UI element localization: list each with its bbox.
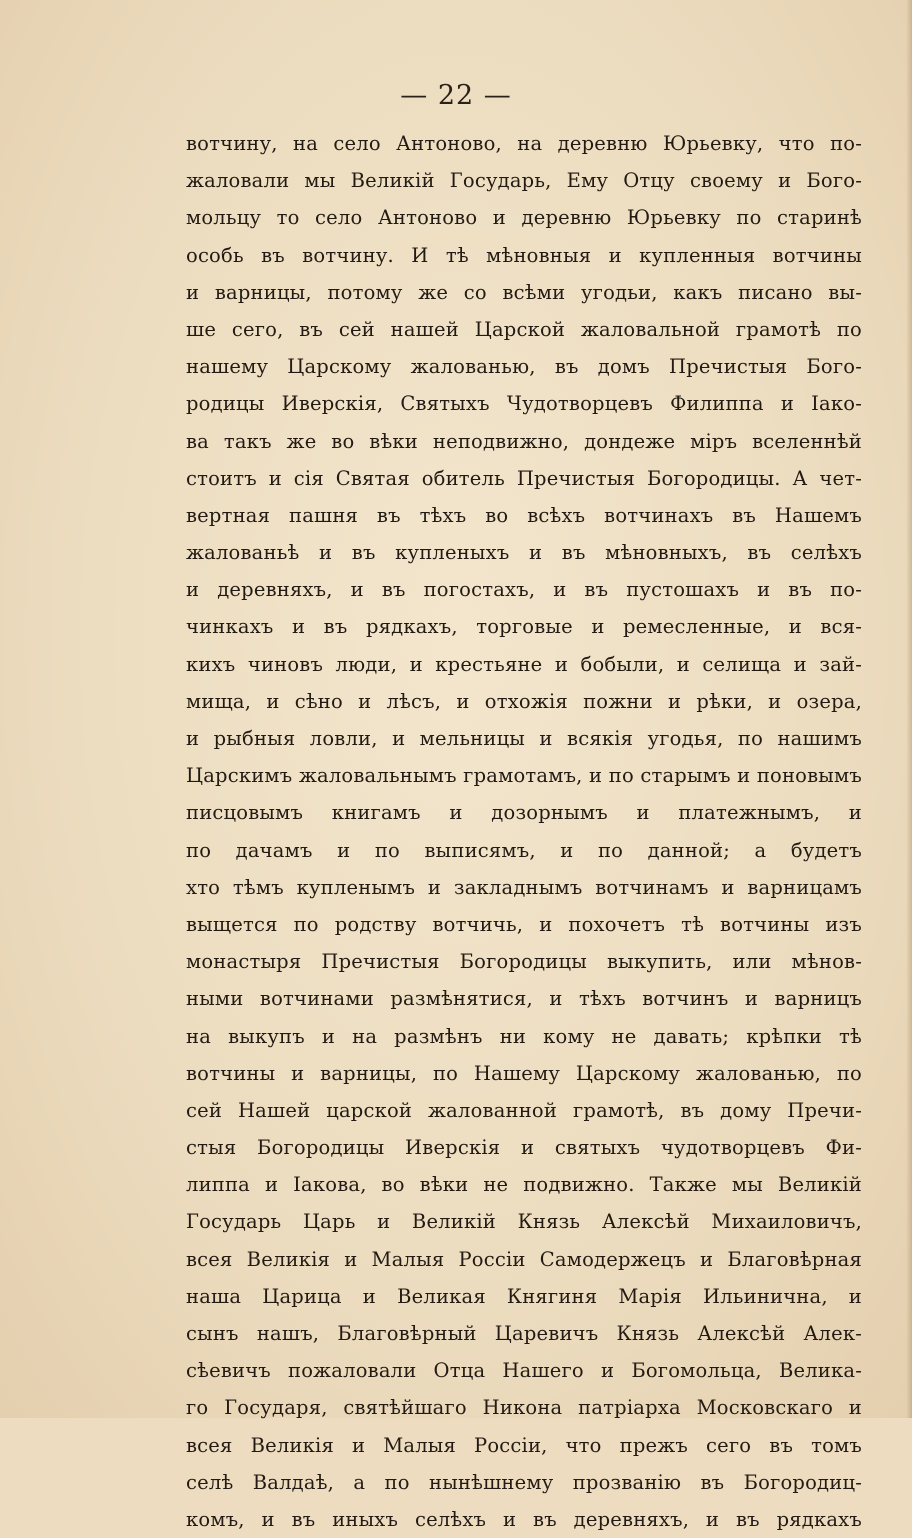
text-line: вотчину, на село Антоново, на деревню Юрьевку, что по-	[186, 132, 862, 155]
text-line: родицы Иверскія, Святыхъ Чудотворцевъ Филиппа и Іако-	[186, 392, 862, 416]
text-line: всея Великія и Малыя Россіи Самодержецъ и Благовѣрная	[186, 1247, 862, 1271]
text-line: Царскимъ жаловальнымъ грамотамъ, и по старымъ и поновымъ	[186, 764, 862, 788]
text-line: липпа и Іакова, во вѣки не подвижно. Также мы Великій	[186, 1173, 862, 1197]
page-number: — 22 —	[400, 80, 512, 111]
text-line: монастыря Пречистыя Богородицы выкупить, или мѣнов-	[186, 950, 862, 974]
text-line: особь въ вотчину. И тѣ мѣновныя и купленныя вотчины	[186, 243, 862, 267]
text-line: Государь Царь и Великій Князь Алексѣй Михаиловичъ,	[186, 1210, 862, 1234]
text-line: наша Царица и Великая Княгиня Марія Ильинична, и	[186, 1284, 862, 1308]
text-line: вотчины и варницы, по Нашему Царскому жалованью, по	[186, 1061, 862, 1085]
text-line: ными вотчинами размѣнятися, и тѣхъ вотчинъ и варницъ	[186, 987, 862, 1011]
text-line: кихъ чиновъ люди, и крестьяне и бобыли, и селища и зай-	[186, 652, 862, 676]
text-line: стыя Богородицы Иверскія и святыхъ чудотворцевъ Фи-	[186, 1136, 862, 1160]
text-line: и деревняхъ, и въ погостахъ, и въ пустошахъ и въ по-	[186, 578, 862, 602]
text-line: чинкахъ и въ рядкахъ, торговые и ремесленные, и вся-	[186, 615, 862, 639]
text-line: по дачамъ и по выписямъ, и по данной; а будетъ	[186, 838, 862, 862]
text-line: и варницы, потому же со всѣми угодьи, какъ писано вы-	[186, 280, 862, 304]
text-line: стоитъ и сія Святая обитель Пречистыя Богородицы. А чет-	[186, 466, 862, 490]
text-line: мольцу то село Антоново и деревню Юрьевку по старинѣ	[186, 206, 862, 230]
text-line: и рыбныя ловли, и мельницы и всякія угодья, по нашимъ	[186, 727, 862, 750]
text-line: нашему Царскому жалованью, въ домъ Пречистыя Бого-	[186, 355, 862, 379]
text-line: всея Великія и Малыя Россіи, что прежъ сего въ томъ	[186, 1433, 862, 1457]
text-line: вертная пашня въ тѣхъ во всѣхъ вотчинахъ въ Нашемъ	[186, 503, 862, 527]
text-line: выщется по родству вотчичь, и похочетъ тѣ вотчины изъ	[186, 912, 862, 936]
text-line: хто тѣмъ купленымъ и закладнымъ вотчинамъ и варницамъ	[186, 875, 862, 899]
text-line: сей Нашей царской жалованной грамотѣ, въ дому Пречи-	[186, 1098, 862, 1122]
text-line: селѣ Валдаѣ, а по нынѣшнему прозванію въ Богородиц-	[186, 1470, 862, 1494]
text-line: жаловали мы Великій Государь, Ему Отцу своему и Бого-	[186, 169, 862, 193]
text-line: сынъ нашъ, Благовѣрный Царевичъ Князь Алексѣй Алек-	[186, 1322, 862, 1345]
text-line: на выкупъ и на размѣнъ ни кому не давать; крѣпки тѣ	[186, 1024, 862, 1048]
text-line: го Государя, святѣйшаго Никона патріарха Московскаго и	[186, 1396, 862, 1420]
text-line: жалованьѣ и въ купленыхъ и въ мѣновныхъ, въ селѣхъ	[186, 541, 862, 565]
text-line: писцовымъ книгамъ и дозорнымъ и платежнымъ, и	[186, 801, 862, 825]
body-text	[186, 125, 862, 1538]
text-line: сѣевичъ пожаловали Отца Нашего и Богомольца, Велика-	[186, 1359, 862, 1383]
text-line: комъ, и въ иныхъ селѣхъ и въ деревняхъ, и въ рядкахъ	[186, 1507, 862, 1531]
text-line: мища, и сѣно и лѣсъ, и отхожія пожни и рѣки, и озера,	[186, 689, 862, 713]
text-line: ва такъ же во вѣки неподвижно, дондеже міръ вселеннѣй	[186, 429, 862, 453]
text-line: ше сего, въ сей нашей Царской жаловальной грамотѣ по	[186, 317, 862, 341]
